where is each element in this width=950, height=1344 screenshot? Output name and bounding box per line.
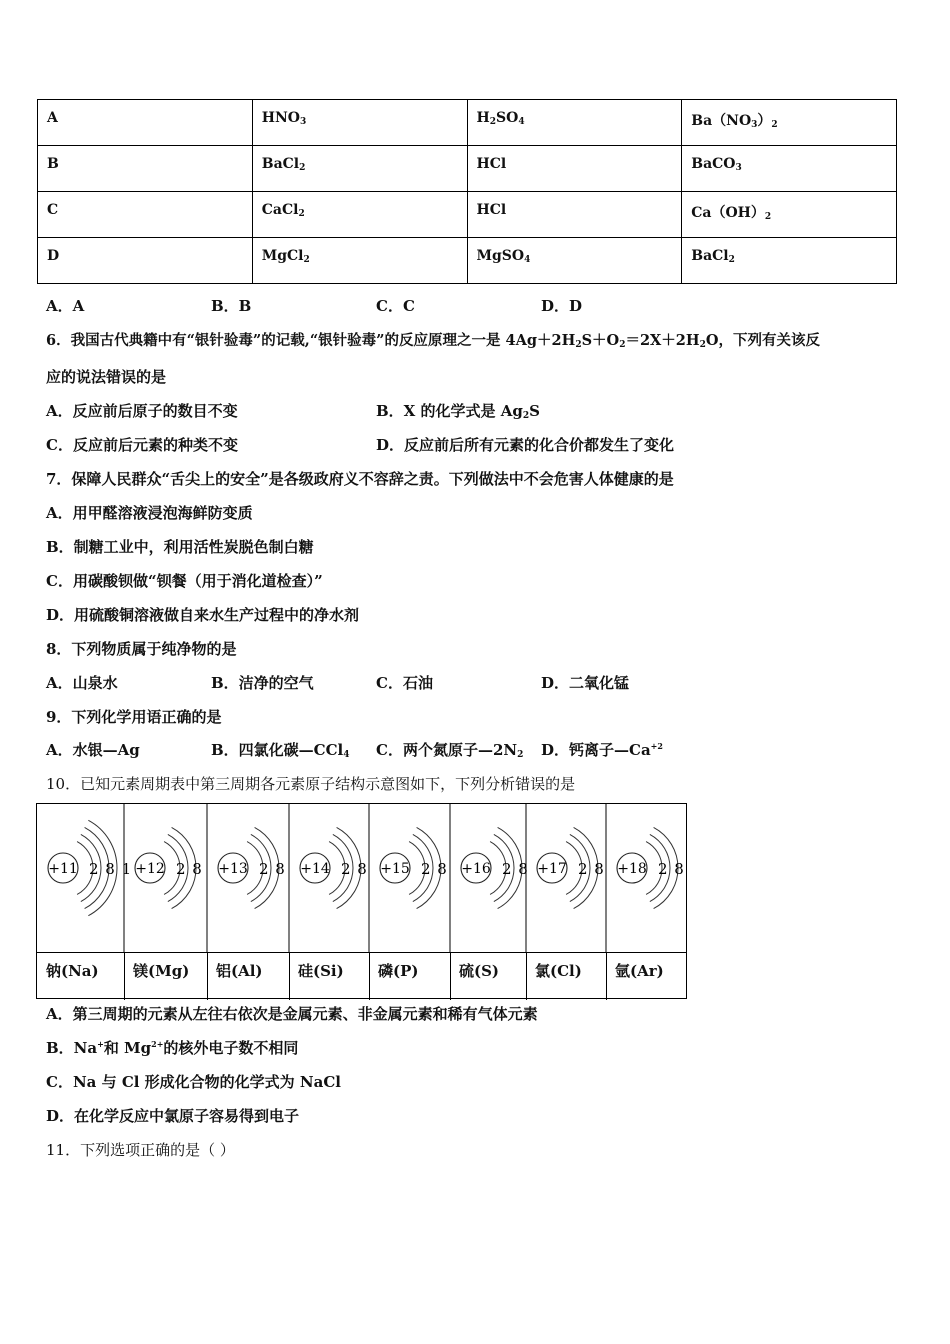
table-cell: HCl xyxy=(467,192,682,238)
element-name: 氩(Ar) xyxy=(615,962,664,980)
electron-shell-counts: 2 8 xyxy=(176,860,203,878)
q8-option-c: C．石油 xyxy=(376,674,433,692)
question-8-stem: 8．下列物质属于纯净物的是 xyxy=(46,640,237,658)
nucleus-charge: +12 xyxy=(135,861,165,877)
atom-diagram xyxy=(218,827,286,908)
nucleus-charge: +14 xyxy=(300,861,330,877)
element-name: 镁(Mg) xyxy=(133,962,190,980)
column-separator xyxy=(289,952,290,1000)
table-cell: A xyxy=(38,100,253,146)
question-10-stem: 10．已知元素周期表中第三周期各元素原子结构示意图如下，下列分析错误的是 xyxy=(46,775,576,793)
nucleus-charge: +11 xyxy=(48,861,78,877)
table-cell: $H_2SO_4$ xyxy=(467,100,682,146)
q10-option-c: C．Na 与 Cl 形成化合物的化学式为 NaCl xyxy=(46,1073,341,1091)
table-cell: C xyxy=(38,192,253,238)
table-row xyxy=(38,100,897,146)
table-cell: MgSO$_4$ xyxy=(467,238,682,284)
electron-shell-counts: 2 8 1 xyxy=(89,860,133,878)
element-name: 铝(Al) xyxy=(216,962,263,980)
element-name: 磷(P) xyxy=(378,962,419,980)
q10-option-d: D．在化学反应中氯原子容易得到电子 xyxy=(46,1107,300,1125)
q9-option-c: C．两个氮原子$—2N_2$ xyxy=(376,741,524,760)
column-separator xyxy=(450,952,451,1000)
table-row xyxy=(38,192,897,238)
question-6-stem: 6．我国古代典籍中有“银针验毒”的记载,“银针验毒”的反应原理之一是 $4Ag+2H_2S+O_2=2X+2H_2O$，下列有关该反 xyxy=(46,332,820,350)
element-name: 硅(Si) xyxy=(298,962,344,980)
atom-diagram xyxy=(617,827,685,908)
electron-shell-counts: 2 8 xyxy=(658,860,685,878)
table-cell: CaCl$_2$ xyxy=(252,192,467,238)
question-6-stem-cont: 应的说法错误的是 xyxy=(46,368,167,386)
element-name: 氯(Cl) xyxy=(535,962,582,980)
electron-shell-counts: 2 8 xyxy=(259,860,286,878)
q9-option-b: B．四氯化碳—CCl$_4$ xyxy=(211,741,350,760)
column-separator xyxy=(124,952,125,1000)
electron-shell-counts: 2 8 xyxy=(341,860,368,878)
table-cell: $HNO_3$ xyxy=(252,100,467,146)
table-cell: $Ca(OH)_2$ xyxy=(682,192,897,238)
q10-option-a: A．第三周期的元素从左往右依次是金属元素、非金属元素和稀有气体元素 xyxy=(46,1005,538,1023)
column-separator xyxy=(606,952,607,1000)
electron-shell-counts: 2 8 xyxy=(502,860,529,878)
atom-diagram xyxy=(135,827,203,908)
electron-shell-counts: 2 8 xyxy=(578,860,605,878)
element-name: 硫(S) xyxy=(459,962,500,980)
atom-diagram xyxy=(48,820,132,915)
table-cell: MgCl$_2$ xyxy=(252,238,467,284)
question-9-stem: 9．下列化学用语正确的是 xyxy=(46,708,222,726)
nucleus-charge: +13 xyxy=(218,861,248,877)
q7-option-c: C．用碳酸钡做“钡餐（用于消化道检查）” xyxy=(46,572,323,590)
question-11-stem: 11．下列选项正确的是（ ） xyxy=(46,1141,235,1159)
table-cell: BaCl$_2$ xyxy=(252,146,467,192)
column-separator xyxy=(369,952,370,1000)
element-name: 钠(Na) xyxy=(46,962,99,980)
table-cell: BaCl$_2$ xyxy=(682,238,897,284)
answer-option-a: A．A xyxy=(46,297,85,315)
answer-option-c: C．C xyxy=(376,297,415,315)
question-7-stem: 7．保障人民群众“舌尖上的安全”是各级政府义不容辞之责。下列做法中不会危害人体健康的是 xyxy=(46,470,674,488)
column-separator xyxy=(526,952,527,1000)
q7-option-b: B．制糖工业中，利用活性炭脱色制白糖 xyxy=(46,538,314,556)
atom-diagram xyxy=(537,827,605,908)
table-row xyxy=(38,146,897,192)
table-cell: BaCO$_3$ xyxy=(682,146,897,192)
atom-diagram-svg xyxy=(37,804,688,952)
atom-diagram xyxy=(380,827,448,908)
table-cell: $Ba(NO_3)_2$ xyxy=(682,100,897,146)
answer-option-b: B．B xyxy=(211,297,252,315)
nucleus-charge: +17 xyxy=(537,861,567,877)
reagent-table xyxy=(37,99,897,284)
answer-option-d: D．D xyxy=(541,297,583,315)
q10-option-b: B．Na+和 $Mg^{2+}$的核外电子数不相同 xyxy=(46,1039,299,1057)
q6-option-c: C．反应前后元素的种类不变 xyxy=(46,436,238,454)
q6-option-a: A．反应前后原子的数目不变 xyxy=(46,402,238,420)
electron-shell-counts: 2 8 xyxy=(421,860,448,878)
q8-option-b: B．洁净的空气 xyxy=(211,674,314,692)
table-cell: B xyxy=(38,146,253,192)
table-cell: D xyxy=(38,238,253,284)
table-row xyxy=(38,238,897,284)
atom-diagram xyxy=(461,827,529,908)
q9-option-a: A．水银—Ag xyxy=(46,741,140,759)
table-cell: HCl xyxy=(467,146,682,192)
q6-option-b: B．X 的化学式是 $Ag_2S$ xyxy=(376,402,540,421)
column-separator xyxy=(207,952,208,1000)
q8-option-d: D．二氧化锰 xyxy=(541,674,630,692)
q7-option-d: D．用硫酸铜溶液做自来水生产过程中的净水剂 xyxy=(46,606,360,624)
atom-structure-diagram xyxy=(36,803,687,999)
q7-option-a: A．用甲醛溶液浸泡海鲜防变质 xyxy=(46,504,253,522)
divider xyxy=(37,952,686,953)
atom-diagram xyxy=(300,827,368,908)
q8-option-a: A．山泉水 xyxy=(46,674,118,692)
nucleus-charge: +18 xyxy=(617,861,647,877)
nucleus-charge: +15 xyxy=(380,861,410,877)
q6-option-d: D．反应前后所有元素的化合价都发生了变化 xyxy=(376,436,675,454)
q9-option-d: D．钙离子$—Ca^{+2}$ xyxy=(541,741,663,759)
nucleus-charge: +16 xyxy=(461,861,491,877)
